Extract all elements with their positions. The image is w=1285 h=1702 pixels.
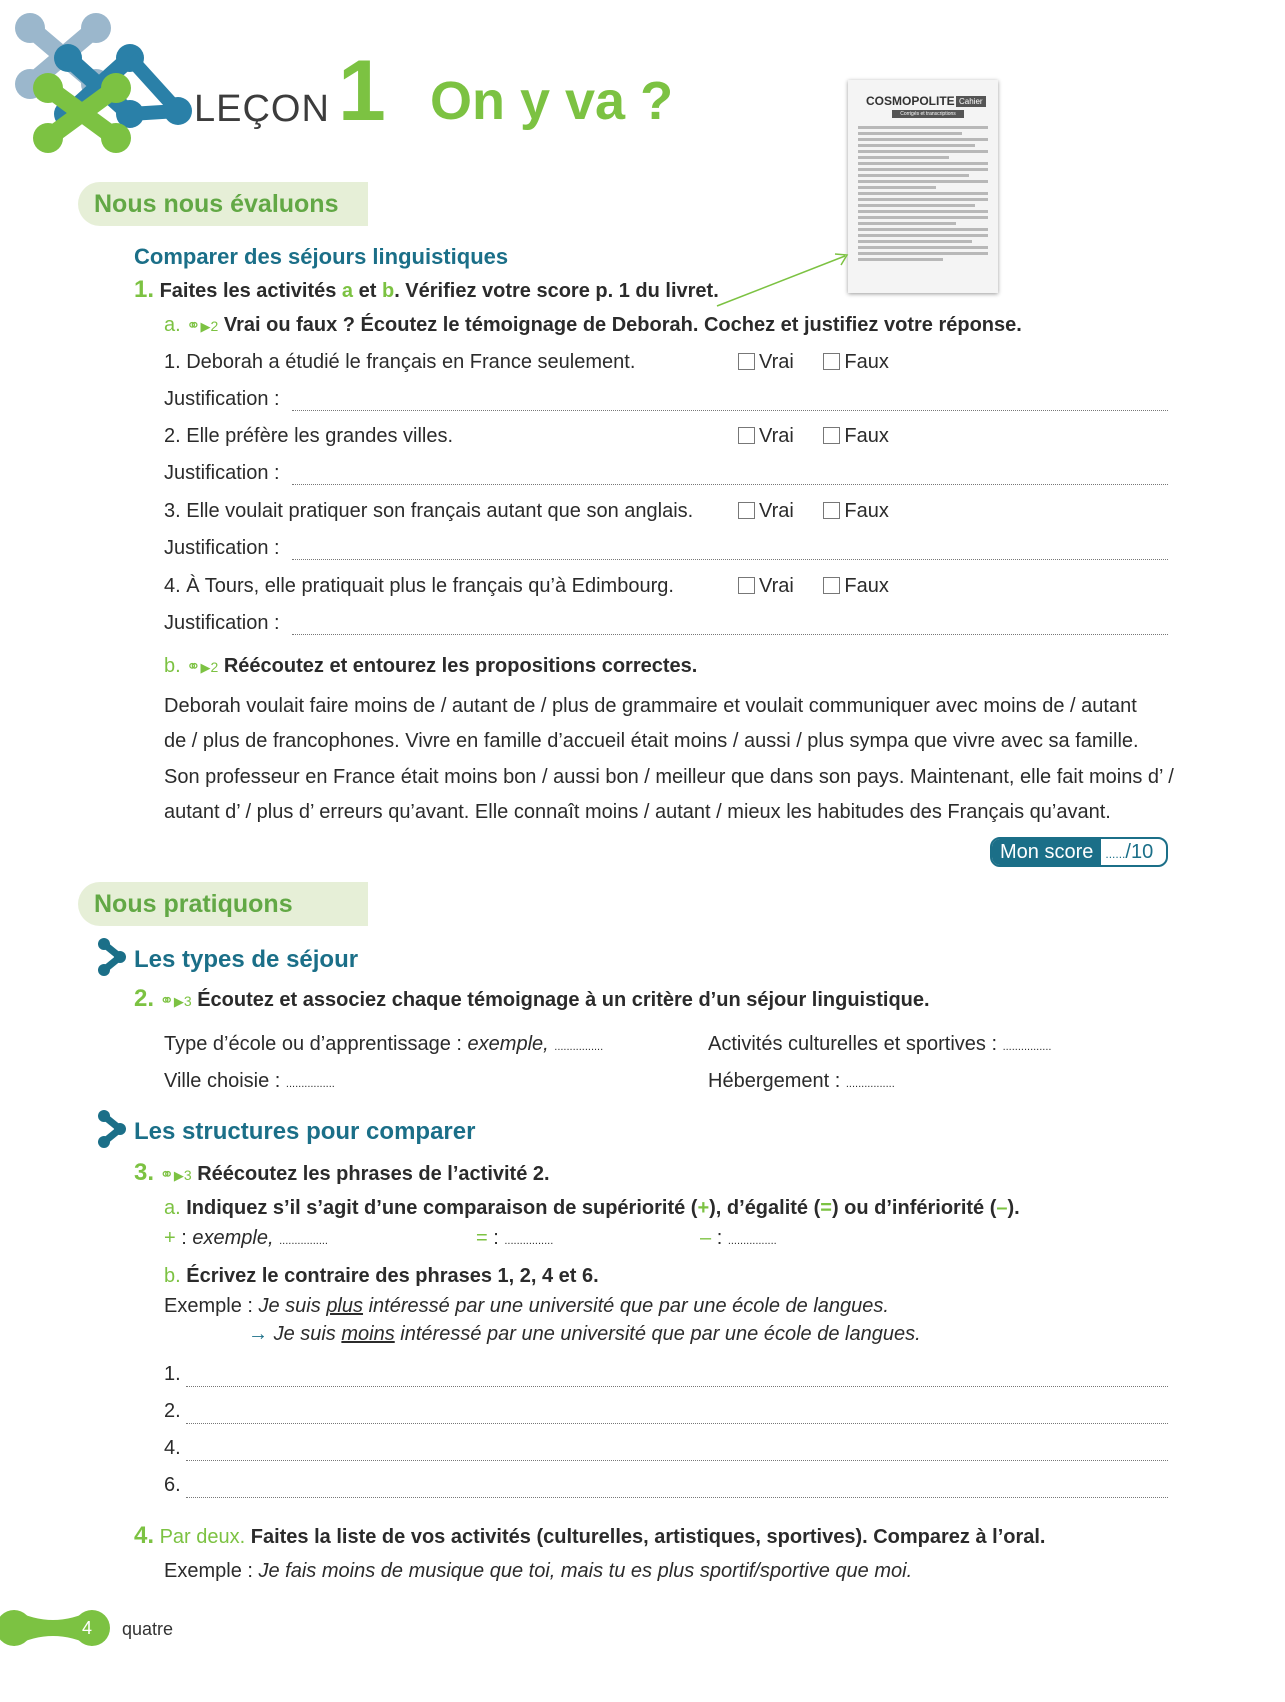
q3-b-text: Écrivez le contraire des phrases 1, 2, 4 et 6. [186,1265,599,1287]
q2-ville [164,1067,335,1098]
ex1-underlined: plus [326,1295,364,1317]
question-2 [134,985,930,1016]
qb-line-4: autant d’ / plus d’ erreurs qu’avant. Elle connaît moins / autant / mieux les habitudes des Français qu’avant. [164,801,1111,823]
question-number: 4. [134,1522,155,1549]
qb-instruction: Réécoutez et entourez les propositions correctes. [223,655,698,677]
audio-track-number: 2 [210,659,219,675]
qb-line-1: Deborah voulait faire moins de / autant de / plus de grammaire et voulait communiquer avec moins de / autant [164,695,1137,717]
q2-ecole-input[interactable]: ................ [554,1041,604,1053]
q3-exemple: exemple, [192,1227,274,1249]
exemple-label: Exemple : [164,1560,253,1582]
q1-et: et [358,280,377,302]
q3-example-1 [164,1292,889,1320]
faux-label: Faux [844,351,889,373]
q3-a-text-2: ), d’égalité ( [709,1197,821,1219]
audio-track-number: 3 [183,1167,192,1183]
q2-hebergement-input[interactable]: ................ [845,1078,895,1090]
faux-label: Faux [844,575,889,597]
checkbox-vrai[interactable] [738,502,755,519]
tab-nous-pratiquons: Nous pratiquons [78,882,368,926]
q3-equal-input[interactable]: ................ [504,1235,554,1247]
question-1 [134,276,719,305]
qb-line-3: Son professeur en France était moins bon / aussi bon / meilleur que dans son pays. Maintenant, elle fait moins d’ / [164,766,1174,788]
q3-a-text-4: ). [1007,1197,1020,1219]
vrai-faux-3 [738,497,889,525]
colon: : [716,1227,723,1249]
qa-item-1: 1. Deborah a étudié le français en France seulement. [164,351,636,373]
question-a [164,311,1022,341]
cahier-thumbnail [848,80,998,293]
checkbox-faux[interactable] [823,502,840,519]
checkbox-faux[interactable] [823,427,840,444]
answer-label-4: 4. [164,1437,181,1459]
justification-label-4: Justification : [164,612,280,634]
page-number: 4 [82,1618,93,1638]
lecon-word: LEÇON [194,88,330,130]
q3-instruction: Réécoutez les phrases de l’activité 2. [197,1163,550,1185]
qa-instruction: Vrai ou faux ? Écoutez le témoignage de Deborah. Cochez et justifiez votre réponse. [223,314,1022,336]
audio-track-number: 2 [210,318,219,334]
q2-ecole [164,1030,603,1061]
q3-plus-input[interactable]: ................ [279,1235,328,1247]
arrow-right-icon: → [248,1323,268,1345]
ex1-b: intéressé par une université que par une école de langues. [368,1295,889,1317]
minus-sign: – [996,1197,1008,1219]
audio-track-icon: ⚭▶ [186,657,211,676]
q4-example [164,1557,912,1585]
section-title-structures: Les structures pour comparer [134,1118,476,1145]
vrai-faux-2 [738,422,889,450]
audio-track-icon: ⚭▶ [186,316,211,335]
chevron-right-icon [98,938,126,976]
plus-sign: + [164,1227,176,1249]
justification-label-3: Justification : [164,537,280,559]
answer-label-1: 1. [164,1363,181,1385]
justification-label-2: Justification : [164,462,280,484]
cahier-band: Corrigés et transcriptions [892,110,964,118]
equal-sign: = [820,1197,832,1219]
section-title-types: Les types de séjour [134,946,359,973]
ex2-b: intéressé par une université que par une école de langues. [400,1323,921,1345]
colon: : [493,1227,499,1249]
vrai-faux-1 [738,348,889,376]
q2-instruction: Écoutez et associez chaque témoignage à un critère d’un séjour linguistique. [197,989,930,1011]
qb-line-2: de / plus de francophones. Vivre en famille d’accueil était moins / aussi / plus sympa que vivre avec sa famille. [164,730,1139,752]
answer-input-2[interactable] [186,1403,1168,1424]
checkbox-vrai[interactable] [738,353,755,370]
justification-label-1: Justification : [164,388,280,410]
cahier-text-lines [858,126,988,264]
question-4 [134,1522,1046,1551]
vrai-label: Vrai [759,500,794,522]
q1-letter-a: a [341,280,354,302]
q3-minus-row [700,1224,777,1255]
checkbox-vrai[interactable] [738,427,755,444]
q2-activites [708,1030,1051,1061]
q2-exemple: exemple, [467,1033,549,1055]
q4-exemple-text: Je fais moins de musique que toi, mais tu es plus sportif/sportive que moi. [258,1560,913,1582]
q1-text-b: . Vérifiez votre score p. 1 du livret. [394,280,719,302]
par-deux: Par deux. [159,1526,246,1548]
q3-a-label: a. [164,1197,181,1219]
q2-ville-input[interactable]: ................ [285,1078,335,1090]
q3-a-text-3: ) ou d’infériorité ( [831,1197,997,1219]
q1-text-a: Faites les activités [159,280,337,302]
score-box [990,837,1168,867]
justification-input-2[interactable] [292,464,1168,485]
vrai-faux-4 [738,572,889,600]
answer-input-6[interactable] [186,1477,1168,1498]
question-number: 1. [134,276,155,303]
qa-label: a. [164,314,181,336]
q2-hebergement [708,1067,895,1098]
footer-page-tab [0,1600,112,1656]
q2-activites-input[interactable]: ................ [1002,1041,1052,1053]
question-3 [134,1159,550,1190]
q3-plus-row [164,1224,328,1255]
vrai-label: Vrai [759,575,794,597]
audio-track-number: 3 [183,993,192,1009]
equal-sign: = [476,1227,488,1249]
justification-input-1[interactable] [292,390,1168,411]
minus-sign: – [700,1227,712,1249]
q3-a-text-1: Indiquez s’il s’agit d’une comparaison de supériorité ( [186,1197,698,1219]
lecon-logo [8,6,198,156]
q2-ville-label: Ville choisie : [164,1070,281,1092]
answer-input-4[interactable] [186,1440,1168,1461]
answer-label-6: 6. [164,1474,181,1496]
q3-b [164,1262,599,1290]
qb-label: b. [164,655,181,677]
page-word: quatre [122,1619,174,1639]
q2-activites-label: Activités culturelles et sportives : [708,1033,997,1055]
ex2-a: Je suis [273,1323,336,1345]
q2-hebergement-label: Hébergement : [708,1070,841,1092]
score-label: Mon score [992,839,1101,865]
answer-label-2: 2. [164,1400,181,1422]
justification-input-3[interactable] [292,539,1168,560]
qa-item-3: 3. Elle voulait pratiquer son français autant que son anglais. [164,500,694,522]
q3-equal-row [476,1224,553,1255]
cahier-pointer-arrow [715,250,855,310]
faux-label: Faux [844,425,889,447]
q3-a [164,1194,1020,1222]
q4-instruction: Faites la liste de vos activités (culturelles, artistiques, sportives). Comparez à l’oral. [250,1526,1046,1548]
score-input[interactable] [1101,839,1153,865]
chevron-right-icon [98,1110,126,1148]
section-title-comparer: Comparer des séjours linguistiques [134,244,509,269]
vrai-label: Vrai [759,425,794,447]
score-dots: ...... [1105,847,1126,861]
q3-minus-input[interactable]: ................ [727,1235,777,1247]
tab-nous-nous-evaluons: Nous nous évaluons [78,182,368,226]
audio-track-icon: ⚭▶ [159,1165,184,1184]
qa-item-4: 4. À Tours, elle pratiquait plus le français qu’à Edimbourg. [164,575,674,597]
score-total: /10 [1125,841,1154,863]
plus-sign: + [697,1197,710,1219]
cahier-brand: COSMOPOLITE [866,94,955,108]
ex1-a: Je suis [258,1295,321,1317]
q1-letter-b: b [381,280,395,302]
justification-input-4[interactable] [292,614,1168,635]
lecon-title: On y va ? [430,71,674,131]
colon: : [181,1227,187,1249]
qa-item-2: 2. Elle préfère les grandes villes. [164,425,454,447]
q3-b-label: b. [164,1265,181,1287]
question-number: 2. [134,985,155,1012]
faux-label: Faux [844,500,889,522]
cahier-tag: Cahier [956,96,986,107]
answer-input-1[interactable] [186,1366,1168,1387]
q2-ecole-label: Type d’école ou d’apprentissage : [164,1033,462,1055]
q3-example-2 [248,1320,921,1348]
vrai-label: Vrai [759,351,794,373]
question-b [164,652,697,682]
ex2-underlined: moins [341,1323,395,1345]
question-number: 3. [134,1159,155,1186]
lecon-number: 1 [338,43,386,139]
exemple-label: Exemple : [164,1295,253,1317]
checkbox-vrai[interactable] [738,577,755,594]
checkbox-faux[interactable] [823,577,840,594]
audio-track-icon: ⚭▶ [159,991,184,1010]
checkbox-faux[interactable] [823,353,840,370]
